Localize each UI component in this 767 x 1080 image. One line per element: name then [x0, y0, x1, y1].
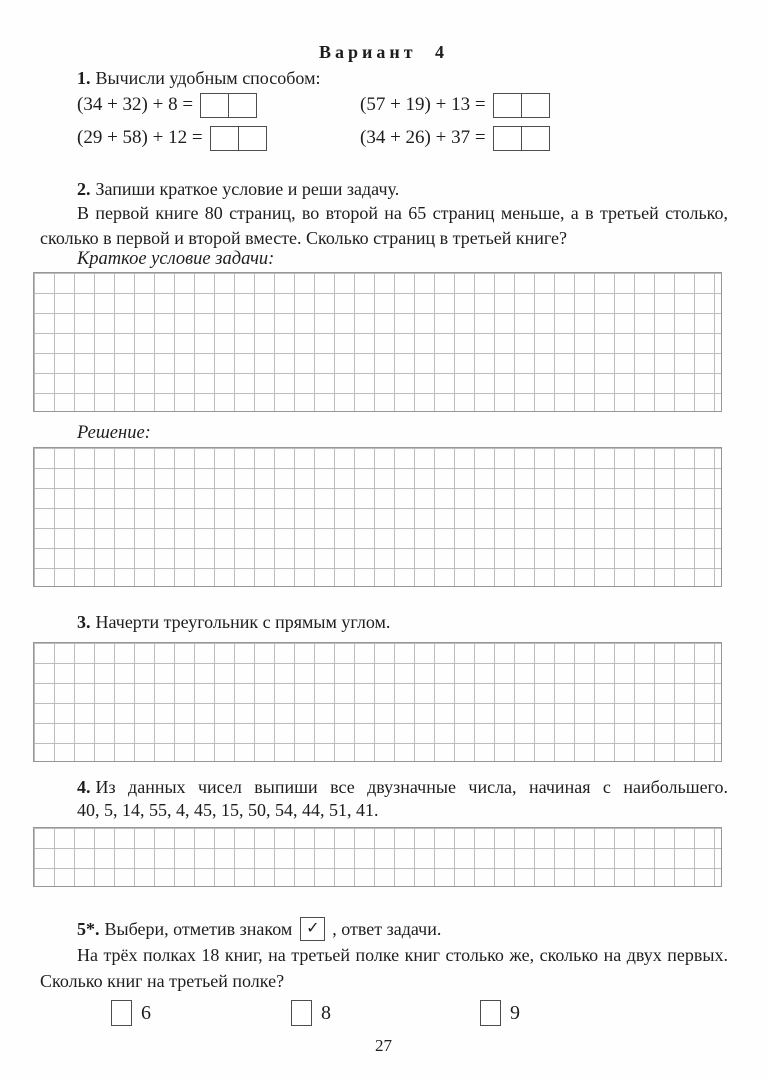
equation-2: [360, 90, 550, 120]
answer-option-8[interactable]: [291, 1000, 331, 1026]
task1-heading: [77, 66, 320, 91]
equation-4: [360, 123, 550, 153]
triangle-drawing-grid: [33, 642, 722, 762]
answer-checkbox-9[interactable]: [480, 1000, 501, 1026]
equation-2-answer-box[interactable]: [493, 93, 550, 118]
answer-checkbox-6[interactable]: [111, 1000, 132, 1026]
task2-label: Запиши краткое условие и реши задачу.: [95, 179, 400, 199]
page-title: Вариант 4: [318, 42, 449, 62]
answer-option-8-label: 8: [321, 1001, 331, 1024]
answer-option-9[interactable]: [480, 1000, 520, 1026]
task2-condition-label: Краткое условие задачи:: [77, 249, 275, 269]
answer-option-6[interactable]: [111, 1000, 151, 1026]
task4-heading: [40, 776, 728, 799]
equation-3-text: (29 + 58) + 12 =: [77, 127, 203, 148]
task4-answer-grid: [33, 827, 722, 887]
task2-solution-label: Решение:: [77, 423, 151, 443]
task2-heading: [40, 177, 728, 202]
answer-option-9-label: 9: [510, 1001, 520, 1024]
checkmark-sample-box: [300, 917, 325, 941]
equation-3: [77, 123, 267, 153]
task4-number-list: 40, 5, 14, 55, 4, 45, 15, 50, 54, 44, 51, 41.: [77, 800, 379, 820]
equation-1-answer-box[interactable]: [200, 93, 257, 118]
equation-4-answer-box[interactable]: [493, 126, 550, 151]
equation-2-text: (57 + 19) + 13 =: [360, 94, 486, 115]
answer-cell[interactable]: [522, 93, 550, 118]
equation-1: [77, 90, 257, 120]
task5-heading: [77, 915, 441, 943]
answer-cell[interactable]: [210, 126, 239, 151]
task5-label-before: Выбери, отметив знаком: [104, 919, 293, 939]
equation-3-answer-box[interactable]: [210, 126, 267, 151]
condition-writing-grid: [33, 272, 722, 412]
task2-problem-text: В первой книге 80 страниц, во второй на 65 страниц меньше, а в третьей столько, сколько в первой и второй вместе. Сколько страниц в третьей книге?: [40, 203, 728, 248]
answer-option-6-label: 6: [141, 1001, 151, 1024]
task1-label: Вычисли удобным способом:: [95, 68, 321, 88]
equation-1-text: (34 + 32) + 8 =: [77, 94, 194, 115]
task4-label: Из данных чисел выпиши все двузначные числа, начиная с наибольшего.: [95, 777, 728, 797]
solution-writing-grid: [33, 447, 722, 587]
answer-cell[interactable]: [200, 93, 229, 118]
answer-cell[interactable]: [493, 93, 522, 118]
answer-cell[interactable]: [493, 126, 522, 151]
task2-number: 2.: [77, 179, 91, 199]
checkmark-icon: ✓: [306, 920, 320, 937]
task4-block: [40, 776, 728, 822]
task3-label: Начерти треугольник с прямым углом.: [95, 612, 391, 632]
answer-cell[interactable]: [239, 126, 267, 151]
task1-number: 1.: [77, 68, 91, 88]
answer-cell[interactable]: [522, 126, 550, 151]
task3-number: 3.: [77, 612, 91, 632]
task5-number: 5*.: [77, 919, 100, 939]
page-number: 27: [375, 1036, 392, 1055]
answer-checkbox-8[interactable]: [291, 1000, 312, 1026]
equation-4-text: (34 + 26) + 37 =: [360, 127, 486, 148]
answer-cell[interactable]: [229, 93, 257, 118]
task5-problem-text: На трёх полках 18 книг, на третьей полке книг столько же, сколько на двух первых. Сколько книг на третьей полке?: [40, 945, 728, 991]
task4-number: 4.: [77, 777, 91, 797]
task5-label-after: , ответ задачи.: [332, 919, 442, 939]
task3-heading: [77, 610, 390, 635]
